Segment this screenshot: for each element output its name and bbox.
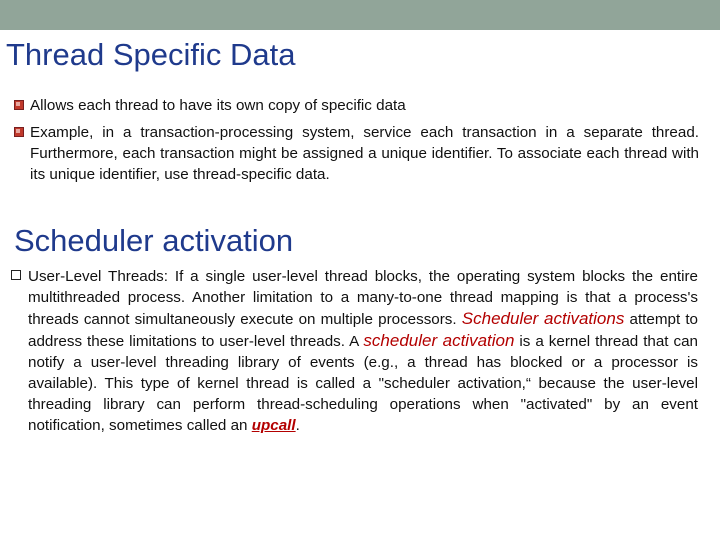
bullet-item-copy-data xyxy=(14,95,699,116)
emphasis-scheduler-activation: scheduler activation xyxy=(363,331,515,350)
header-bar xyxy=(0,0,720,30)
bullet-text: Example, in a transaction-processing system, service each transaction in a separate thread. Furthermore, each transaction might be assigned a unique identifier. To associate each thread with its unique identifier, use thread-specific data. xyxy=(30,124,699,183)
bullet-item-user-level-threads xyxy=(10,266,698,436)
emphasis-upcall: upcall xyxy=(251,417,296,434)
bullet-item-example xyxy=(14,122,699,185)
bullet-text: Allows each thread to have its own copy of specific data xyxy=(30,97,406,114)
para-text-4: . xyxy=(295,417,300,434)
para-text-3: is a kernel thread that can notify a user-level threading library of events (e.g., a thread has blocked or a processor is available). This type of kernel thread is called a "scheduler activation,“ because the user-level threading library can perform thread-scheduling operations when "activated" by an event notification, sometimes called an xyxy=(28,333,698,434)
slide-title-scheduler-activation: Scheduler activation xyxy=(14,223,294,258)
slide-title-thread-specific-data: Thread Specific Data xyxy=(6,37,296,72)
bullet-square-icon xyxy=(14,100,24,110)
para-text-1: User-Level Threads: If a single user-level thread blocks, the operating system blocks the entire multithreaded process. Another limitation to a many-to-one thread mapping is that a process's threads cannot simultaneously execute on multiple processors. xyxy=(28,268,698,328)
bullet-square-icon xyxy=(14,127,24,137)
checkbox-bullet-icon xyxy=(11,270,21,280)
para-text-2: attempt to address these limitations to user-level threads. A xyxy=(28,311,698,350)
emphasis-scheduler-activations: Scheduler activations xyxy=(461,309,625,328)
